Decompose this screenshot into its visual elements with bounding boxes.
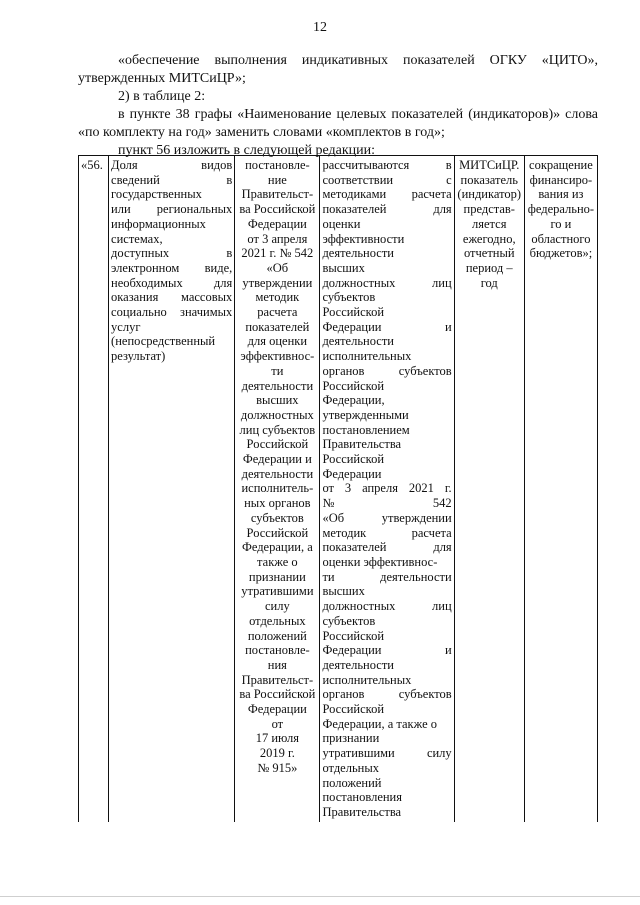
page-number: 12	[313, 20, 327, 35]
cell-line: Федерации и	[322, 643, 452, 658]
cell-line: необходимых для	[111, 275, 233, 290]
cell-line: МИТСиЦР.	[459, 158, 520, 172]
cell-line: № 915»	[257, 760, 298, 775]
cell-line: (непосредственный	[111, 334, 216, 349]
cell-line: ти деятельности	[322, 569, 452, 584]
cell-line: высших	[256, 393, 299, 408]
cell-line: Федерации, а также о	[322, 716, 438, 731]
cell-line: отдельных	[322, 760, 380, 775]
cell-line: деятельности	[241, 378, 314, 393]
cell-line: Федерации	[247, 216, 307, 231]
cell-line: постановлением	[322, 422, 410, 437]
cell-line: вания из	[538, 187, 584, 202]
cell-line: 2021 г. № 542	[241, 246, 314, 261]
cell-line: исполнительных	[322, 672, 412, 687]
cell-indicator-name	[109, 156, 235, 823]
cell-line: положений	[322, 775, 382, 790]
cell-risks	[524, 156, 597, 823]
cell-line: исполнитель-	[241, 481, 314, 496]
cell-line: показателей для	[322, 540, 452, 555]
cell-line: от	[271, 716, 284, 731]
paragraph-item-38: в пункте 38 графы «Наименование целевых показателей (индикаторов)» слова «по комплекту на год» заменить словами «комплектов в год»;	[78, 107, 598, 140]
cell-line: Российской	[246, 525, 309, 540]
cell-line: оказания массовых	[111, 290, 233, 305]
cell-line: «Об утверждении	[322, 510, 452, 525]
cell-number	[79, 156, 109, 823]
cell-line: методик расчета	[322, 525, 452, 540]
cell-line: показатель	[460, 172, 518, 187]
cell-line: должностных	[240, 407, 314, 422]
cell-line: показателей для	[322, 202, 452, 217]
cell-line: положений	[247, 628, 307, 643]
cell-line: силу	[264, 599, 290, 614]
cell-line: Российской	[322, 378, 385, 393]
cell-line: должностных лиц	[322, 275, 452, 290]
cell-line: органов субъектов	[322, 687, 452, 702]
cell-line: доступных в	[111, 246, 233, 261]
cell-line: государственных	[111, 187, 202, 202]
cell-line: признании	[248, 569, 306, 584]
footer-rule	[0, 896, 640, 897]
cell-line: отдельных	[249, 613, 306, 628]
cell-line: оценки эффективнос-	[322, 554, 438, 569]
cell-line: Российской	[322, 452, 385, 467]
cell-line: Российской	[322, 702, 385, 717]
cell-line: также о	[257, 554, 298, 569]
cell-line: деятельности	[322, 246, 394, 261]
cell-line: рассчитываются в	[322, 158, 452, 172]
cell-lines	[111, 158, 232, 364]
cell-line: утратившими	[241, 584, 314, 599]
paragraph-table-2: 2) в таблице 2:	[118, 89, 206, 104]
cell-line: результат)	[111, 349, 166, 364]
cell-line: областного	[531, 231, 591, 246]
cell-line: для оценки	[247, 334, 308, 349]
cell-line: органов субъектов	[322, 363, 452, 378]
cell-line: методиками расчета	[322, 187, 452, 202]
cell-line: показателей	[245, 319, 310, 334]
cell-line: Федерации, а	[241, 540, 313, 555]
cell-line: социально значимых	[111, 305, 233, 320]
cell-line: бюджетов»;	[529, 246, 593, 261]
cell-line: утвержденными	[322, 407, 409, 422]
cell-line: Правительства	[322, 804, 402, 819]
cell-line: должностных лиц	[322, 599, 452, 614]
cell-line: период –	[465, 260, 513, 275]
cell-legal-basis	[235, 156, 320, 823]
amendment-table	[78, 155, 598, 822]
cell-line: деятельности	[241, 466, 314, 481]
cell-line: «Об	[266, 260, 289, 275]
cell-line: № 542	[322, 496, 452, 511]
cell-line: сокращение	[529, 158, 593, 172]
cell-line: эффективнос-	[240, 349, 315, 364]
cell-responsible	[454, 156, 524, 823]
cell-line: федерально-	[527, 202, 595, 217]
cell-line: Федерации и	[242, 452, 312, 467]
cell-line: электронном виде,	[111, 260, 233, 275]
cell-line: Доля видов	[111, 158, 233, 172]
cell-line: Правительст-	[241, 187, 314, 202]
cell-line: услуг	[111, 319, 141, 334]
cell-line: высших	[322, 584, 365, 599]
cell-line: 2019 г.	[259, 746, 295, 761]
cell-line: ва Российской	[239, 202, 316, 217]
cell-line: от 3 апреля 2021 г.	[322, 481, 452, 496]
cell-line: го и	[550, 216, 572, 231]
cell-line: «56.	[81, 158, 103, 172]
cell-line: постановле-	[245, 158, 310, 172]
cell-line: ных органов	[244, 496, 311, 511]
cell-line: субъектов	[322, 290, 376, 305]
cell-line: представ-	[463, 202, 515, 217]
cell-line: ва Российской	[239, 687, 316, 702]
cell-line: высших	[322, 260, 365, 275]
cell-line: эффективности	[322, 231, 405, 246]
cell-line: субъектов	[250, 510, 304, 525]
cell-line: лиц субъектов	[239, 422, 316, 437]
cell-line: сведений в	[111, 172, 233, 187]
cell-line: утратившими силу	[322, 746, 452, 761]
cell-line: исполнительных	[322, 349, 412, 364]
cell-line: методик	[255, 290, 300, 305]
cell-line: ляется	[472, 216, 507, 231]
cell-line: Российской	[246, 437, 309, 452]
cell-line: деятельности	[322, 657, 394, 672]
cell-line: Правительст-	[241, 672, 314, 687]
paragraph-item-56: пункт 56 изложить в следующей редакции:	[118, 143, 375, 158]
cell-line: Федерации	[322, 466, 382, 481]
cell-line: Федерации	[247, 702, 307, 717]
cell-line: информационных	[111, 216, 206, 231]
cell-lines	[457, 158, 522, 290]
cell-line: финансиро-	[529, 172, 593, 187]
cell-line: ние	[267, 172, 287, 187]
cell-line: признании	[322, 731, 380, 746]
paragraph-indicators: «обеспечение выполнения индикативных показателей ОГКУ «ЦИТО», утвержденных МИТСиЦР»;	[78, 53, 598, 86]
cell-lines	[527, 158, 595, 261]
cell-line: Федерации,	[322, 393, 385, 408]
cell-line: ти	[271, 363, 284, 378]
cell-line: оценки	[322, 216, 361, 231]
cell-line: утверждении	[242, 275, 313, 290]
cell-line: от 3 апреля	[247, 231, 308, 246]
cell-line: ежегодно,	[462, 231, 516, 246]
cell-lines	[322, 158, 451, 820]
cell-line: Российской	[322, 628, 385, 643]
cell-line: или региональных	[111, 202, 233, 217]
cell-line: соответствии с	[322, 172, 452, 187]
cell-line: ния	[267, 657, 287, 672]
cell-line: постановления	[322, 790, 402, 805]
cell-calculation-method	[320, 156, 454, 823]
cell-line: системах,	[111, 231, 163, 246]
cell-line: 17 июля	[255, 731, 300, 746]
cell-lines	[81, 158, 106, 173]
table-row	[79, 156, 598, 823]
cell-line: Федерации и	[322, 319, 452, 334]
cell-line: Российской	[322, 305, 385, 320]
cell-line: расчета	[257, 305, 298, 320]
cell-lines	[237, 158, 317, 776]
cell-line: Правительства	[322, 437, 402, 452]
cell-line: (индикатор)	[457, 187, 522, 202]
cell-line: год	[480, 275, 498, 290]
cell-line: постановле-	[245, 643, 310, 658]
cell-line: деятельности	[322, 334, 394, 349]
cell-line: отчетный	[463, 246, 515, 261]
cell-line: субъектов	[322, 613, 376, 628]
